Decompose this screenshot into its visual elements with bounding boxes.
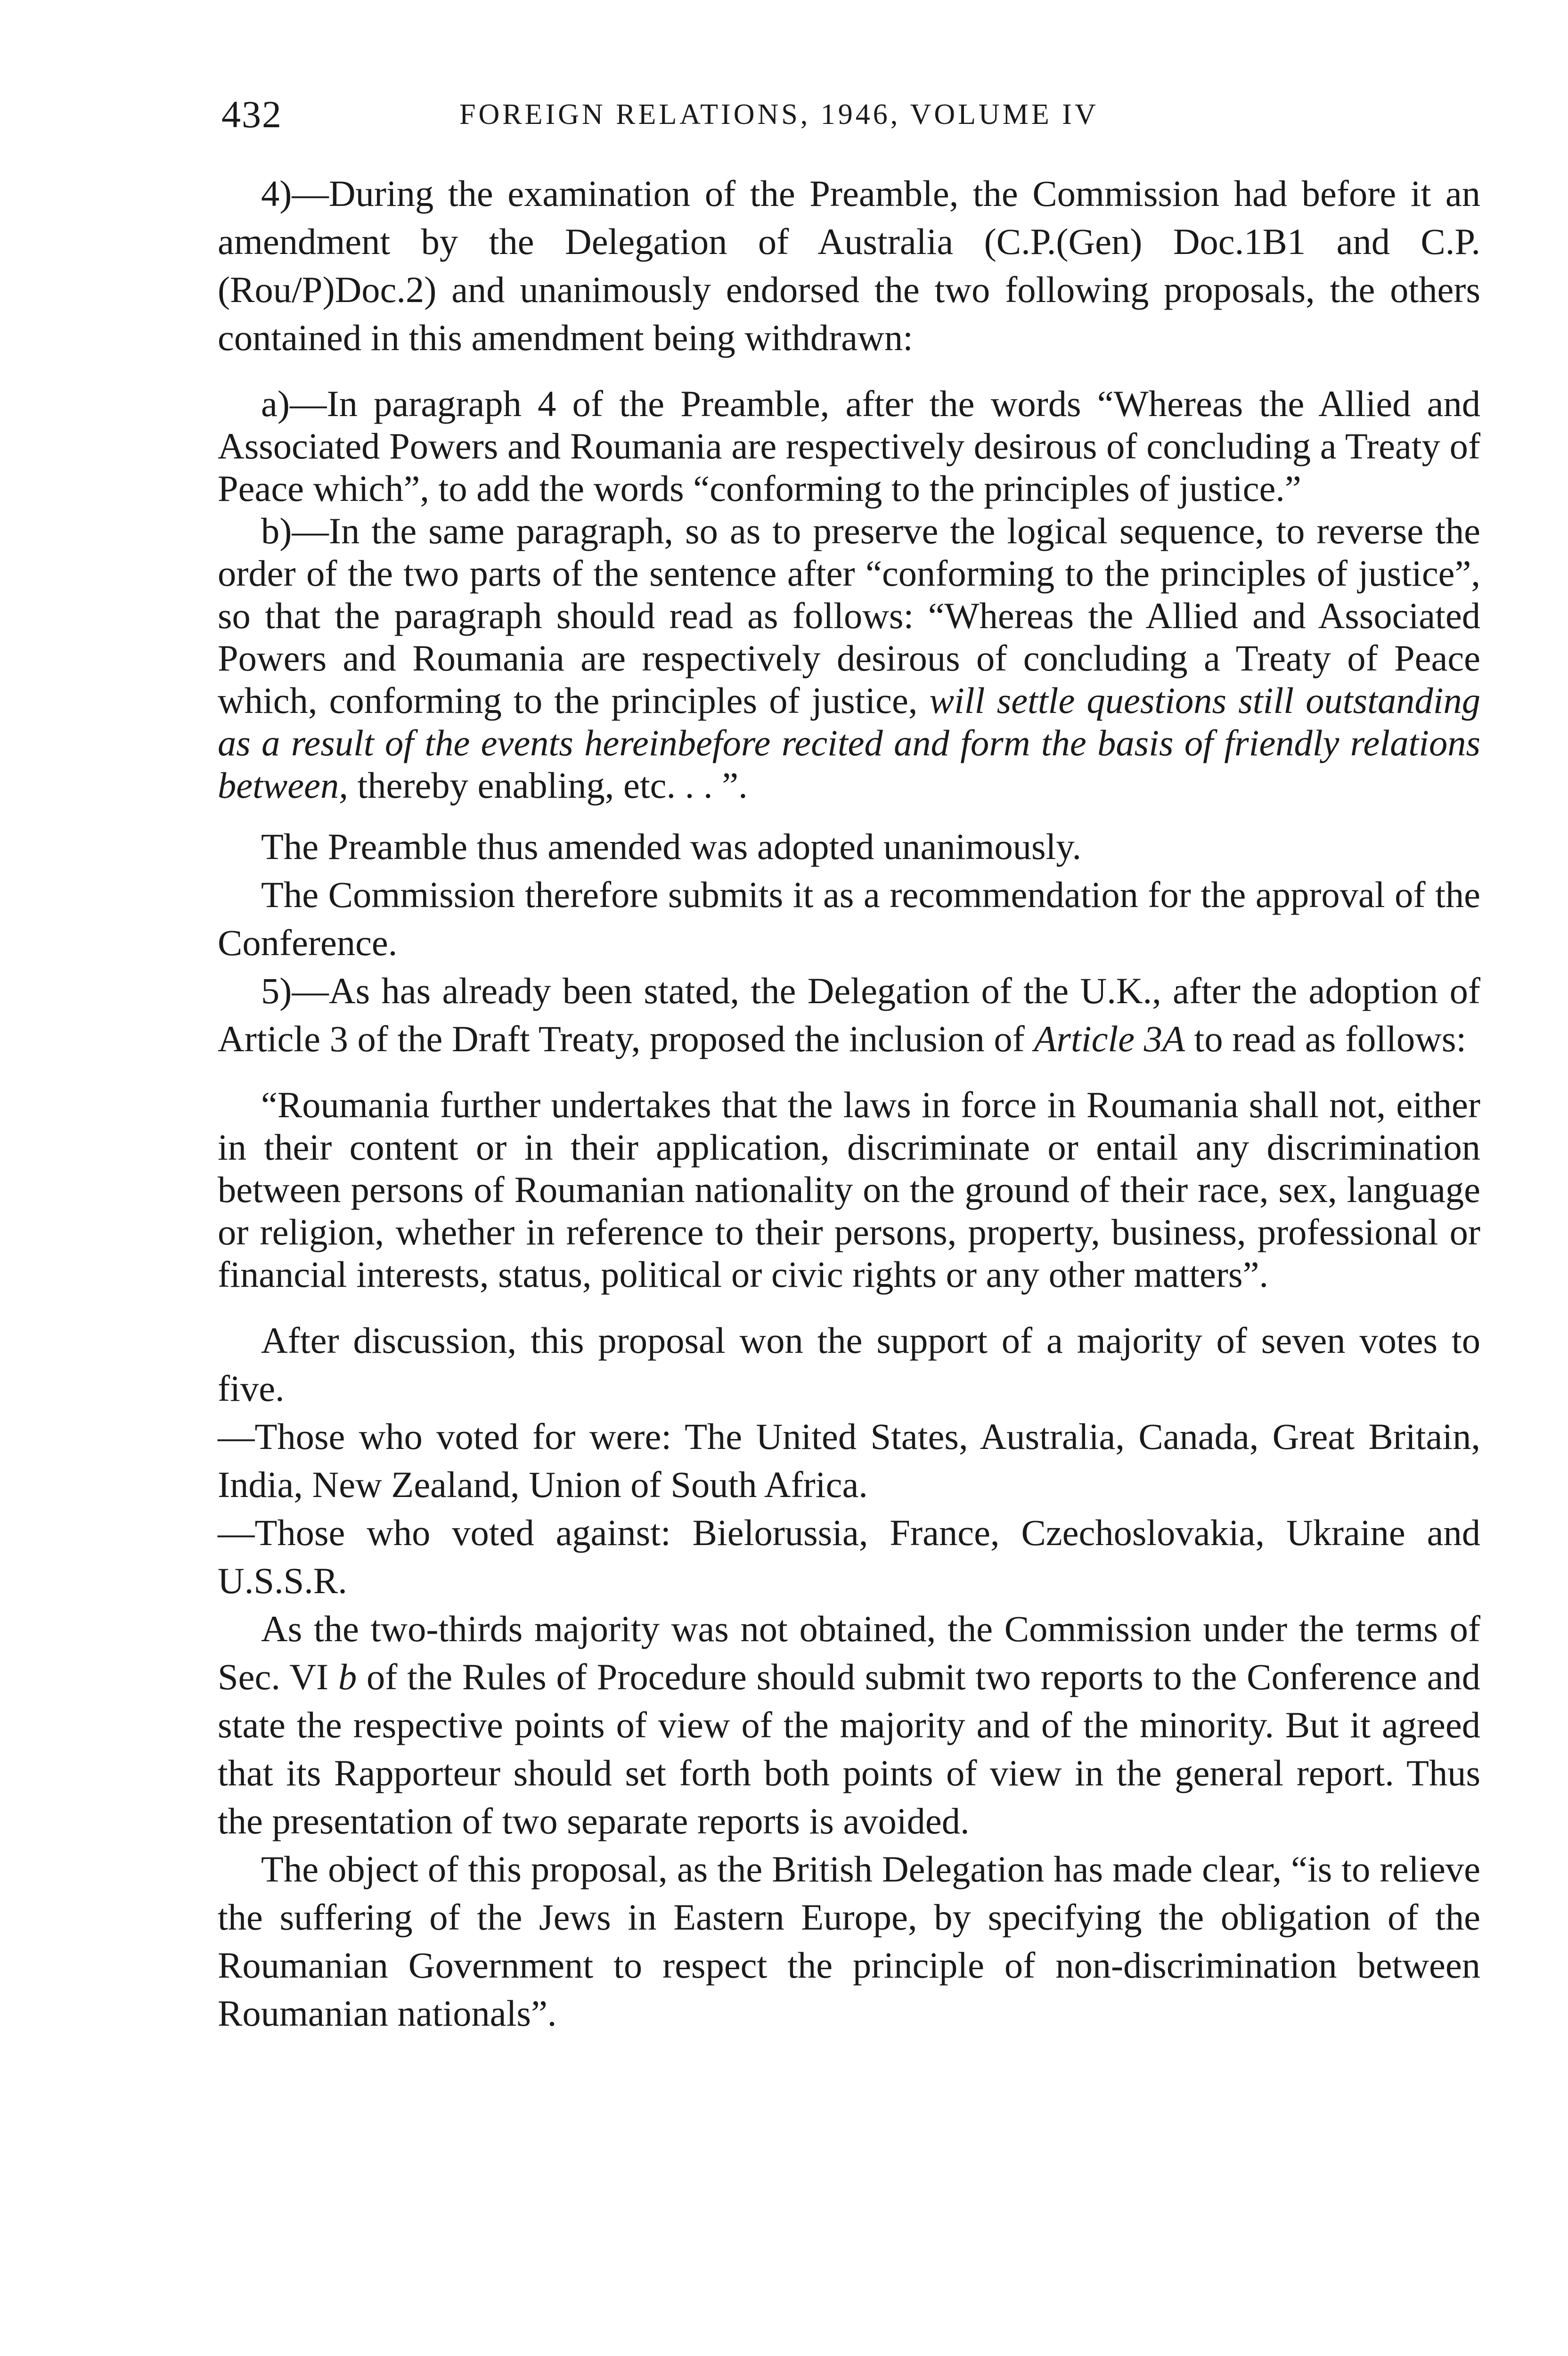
two-thirds-paragraph <box>218 1605 1480 1845</box>
running-title: FOREIGN RELATIONS, 1946, VOLUME IV <box>459 98 1099 131</box>
section-letter: b <box>338 1656 357 1697</box>
paragraph-5 <box>218 967 1480 1063</box>
paragraph-a: a)—In paragraph 4 of the Preamble, after the words “Whereas the Allied and Associated Powers and Roumania are respectively desirous of concluding a Treaty of Peace which”, to add the words “conforming to the principles of justice.” <box>218 383 1480 509</box>
voted-for: —Those who voted for were: The United States, Australia, Canada, Great Britain, India, New Zealand, Union of South Africa. <box>218 1416 1480 1505</box>
paragraph-4-intro: 4)—During the examination of the Preamble, the Commission had before it an amendment by the Delegation of Australia (C.P.(Gen) Doc.1B1 and C.P.(Rou/P)Doc.2) and unanimously endorsed the two following proposals, the others contained in this amendment being withdrawn: <box>218 173 1480 358</box>
article-3a-quote: “Roumania further undertakes that the laws in force in Roumania shall not, either in their content or in their application, discriminate or entail any discrimination between persons of Roumanian nationality on the ground of their race, sex, language or religion, whether in reference to their persons, property, business, professional or financial interests, status, political or civic rights or any other matters”. <box>218 1084 1480 1295</box>
paragraph-b-text: b)—In the same paragraph, so as to preserve the logical sequence, to reverse the order of the two parts of the sentence after “conforming to the principles of justice”, so that the paragraph should read as follows: “Whereas the Allied and Associated Powers and Roumania are respectively desirous of concluding a Treaty of Peace which, conforming to the principles of justice, <box>218 510 1480 721</box>
article-3a-ref: Article 3A <box>1034 1018 1185 1059</box>
paragraph-b-end: thereby enabling, etc. . . ”. <box>357 765 748 806</box>
preamble-adopted: The Preamble thus amended was adopted unanimously. <box>261 826 1082 867</box>
after-discussion: After discussion, this proposal won the support of a majority of seven votes to five. <box>218 1320 1480 1409</box>
paragraph-b-italic: will settle questions still outstanding as a result of the events hereinbefore recited and form the basis of friendly relations between, <box>218 680 1481 806</box>
voted-against: —Those who voted against: Bielorussia, France, Czechoslovakia, Ukraine and U.S.S.R. <box>218 1512 1480 1601</box>
document-body <box>218 170 1480 2037</box>
commission-submits: The Commission therefore submits it as a recommendation for the approval of the Conference. <box>218 874 1480 963</box>
paragraph-5-end: to read as follows: <box>1194 1018 1467 1059</box>
paragraph-b <box>218 510 1480 807</box>
running-header <box>221 92 1494 144</box>
two-thirds-end: of the Rules of Procedure should submit two reports to the Conference and state the respective points of view of the majority and of the minority. But it agreed that its Rapporteur should set forth both points of view in the general report. Thus the presentation of two separate reports is avoided. <box>218 1656 1481 1841</box>
paragraph-5-text: 5)—As has already been stated, the Delegation of the U.K., after the adoption of Article 3 of the Draft Treaty, proposed the inclusion of <box>218 970 1480 1059</box>
two-thirds-text: As the two-thirds majority was not obtained, the Commission under the terms of Sec. VI <box>218 1608 1480 1697</box>
page-number: 432 <box>221 93 282 136</box>
object-paragraph: The object of this proposal, as the British Delegation has made clear, “is to relieve the suffering of the Jews in Eastern Europe, by specifying the obligation of the Roumanian Government to respect the principle of non-discrimination between Roumanian nationals”. <box>218 1849 1480 2034</box>
